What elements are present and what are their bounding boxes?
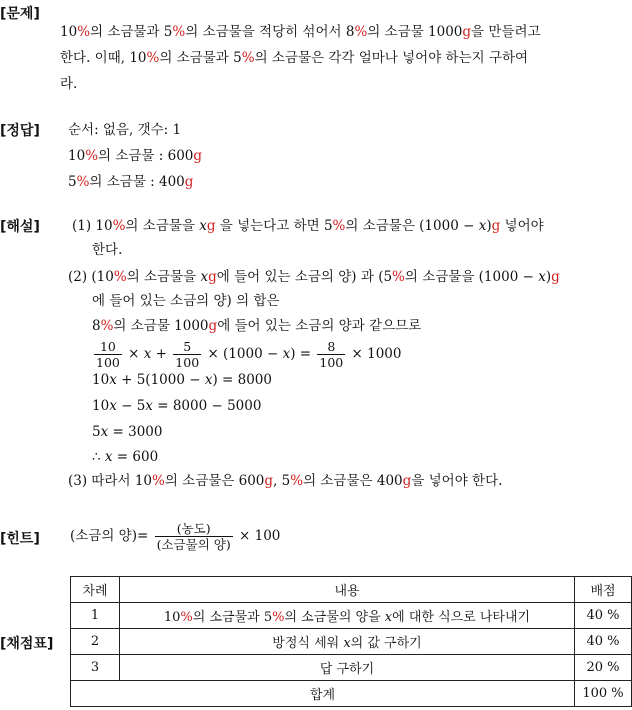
answer-line-10pct: 10%의 소금물 : 600g	[68, 148, 203, 164]
equation-2: 10x + 5(1000 − x) = 8000	[92, 372, 272, 388]
total-score: 100 %	[575, 681, 632, 707]
rubric-header-row	[71, 577, 632, 603]
row-content: 답 구하기	[120, 655, 575, 681]
header-score: 배점	[575, 577, 632, 603]
problem-heading: [문제]	[0, 6, 40, 22]
table-row	[71, 603, 632, 629]
problem-line-3: 라.	[60, 76, 78, 92]
header-content: 내용	[120, 577, 575, 603]
row-number: 1	[71, 603, 120, 629]
fraction-8-100: $\frac{8}{100}$	[319, 339, 344, 370]
hint-fraction: $\frac{\text{(농도)}}{\text{(소금물의 양)}}$	[156, 521, 231, 552]
explanation-step-1: (1) 10%의 소금물을 xg 을 넣는다고 하면 5%의 소금물은 (1000 − x)g 넣어야	[72, 218, 544, 234]
equation-4: 5x = 3000	[92, 424, 163, 440]
row-score: 20 %	[575, 655, 632, 681]
problem-line-1: 10%의 소금물과 5%의 소금물을 적당히 섞어서 8%의 소금물 1000g을 만들려고	[60, 24, 541, 40]
row-number: 2	[71, 629, 120, 655]
answer-line-5pct: 5%의 소금물 : 400g	[68, 174, 194, 190]
explanation-heading: [해설]	[0, 219, 40, 235]
explanation-step-2-cont: 에 들어 있는 소금의 양) 의 합은	[92, 293, 280, 309]
equation-1: $\frac{10}{100}$ × x + $\frac{5}{100}$ × (1000 − x) = $\frac{8}{100}$ × 1000	[96, 339, 402, 370]
row-number: 3	[71, 655, 120, 681]
total-label: 합계	[71, 681, 575, 707]
explanation-step-3: (3) 따라서 10%의 소금물은 600g, 5%의 소금물은 400g을 넣어야 한다.	[68, 473, 503, 489]
row-content: 방정식 세워 x의 값 구하기	[120, 629, 575, 655]
problem-line-2: 한다. 이때, 10%의 소금물과 5%의 소금물은 각각 얼마나 넣어야 하는지 구하여	[60, 50, 529, 66]
answer-order-count: 순서: 없음, 갯수: 1	[68, 122, 182, 138]
rubric-table	[70, 576, 632, 707]
rubric-heading: [채점표]	[0, 636, 54, 652]
row-score: 40 %	[575, 629, 632, 655]
hint-formula: (소금의 양)= $\frac{\text{(농도)}}{\text{(소금물의 양)}}$ × 100	[70, 521, 281, 552]
explanation-step-2: (2) (10%의 소금물을 xg에 들어 있는 소금의 양) 과 (5%의 소금물을 (1000 − x)g	[68, 269, 560, 285]
explanation-step-1-cont: 한다.	[92, 242, 123, 258]
total-row	[71, 681, 632, 707]
fraction-10-100: $\frac{10}{100}$	[96, 339, 120, 370]
equation-3: 10x − 5x = 8000 − 5000	[92, 398, 262, 414]
table-row	[71, 629, 632, 655]
row-score: 40 %	[575, 603, 632, 629]
table-row	[71, 655, 632, 681]
hint-heading: [힌트]	[0, 531, 40, 547]
fraction-5-100: $\frac{5}{100}$	[175, 339, 200, 370]
row-content: 10%의 소금물과 5%의 소금물의 양을 x에 대한 식으로 나타내기	[120, 603, 575, 629]
answer-heading: [정답]	[0, 123, 40, 139]
equation-5: ∴ x = 600	[92, 449, 159, 465]
header-order: 차례	[71, 577, 120, 603]
explanation-step-2-cont2: 8%의 소금물 1000g에 들어 있는 소금의 양과 같으므로	[92, 318, 422, 334]
